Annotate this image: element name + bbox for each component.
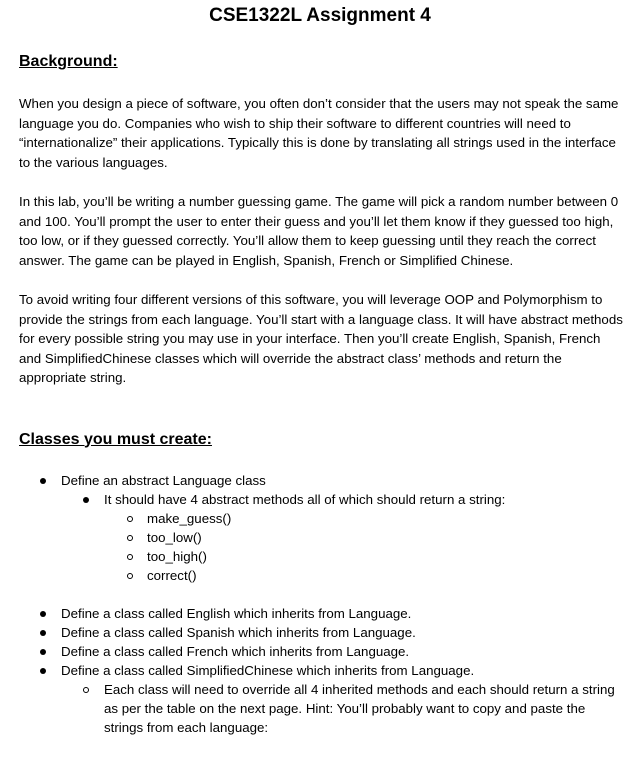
list-item-text: Define a class called Spanish which inherits from Language. [61, 624, 416, 640]
list-item-text: Each class will need to override all 4 inherited methods and each should return a string as per the table on the next page. Hint: You’ll probably want to copy and paste the strings from each language: [104, 681, 615, 735]
list-item [19, 642, 625, 661]
method-name: too_low() [147, 529, 202, 545]
bullet-circle-icon [127, 516, 133, 522]
list-item-text: Define a class called English which inherits from Language. [61, 605, 412, 621]
list-item [61, 490, 625, 509]
background-paragraph-3: To avoid writing four different versions of this software, you will leverage OOP and Polymorphism to provide the strings from each language. You’ll start with a language class. It will have abstract methods for every possible string you may use in your interface. Then you’ll create English, Spanish, French and SimplifiedChinese classes which will override the abstract class’ methods and return the appropriate string. [19, 292, 623, 385]
bullet-circle-icon [127, 573, 133, 579]
classes-heading: Classes you must create: [19, 430, 212, 448]
method-name: make_guess() [147, 510, 232, 526]
list-item [19, 661, 625, 680]
list-item [19, 471, 625, 490]
list-item-text: Define a class called French which inherits from Language. [61, 643, 410, 659]
method-item [104, 566, 625, 585]
background-paragraph-2: In this lab, you’ll be writing a number guessing game. The game will pick a random number between 0 and 100. You’ll prompt the user to enter their guess and you’ll let them know if they guessed too high, too low, or if they guessed correctly. You’ll allow them to keep guessing until they reach the correct answer. The game can be played in English, Spanish, French or Simplified Chinese. [19, 194, 619, 268]
list-item-text: It should have 4 abstract methods all of which should return a string: [104, 491, 506, 507]
method-item [104, 509, 625, 528]
bullet-dot-icon [83, 497, 89, 503]
list-item [61, 680, 625, 737]
method-item [104, 528, 625, 547]
method-item [104, 547, 625, 566]
bullet-dot-icon [40, 611, 46, 617]
list-item [19, 623, 625, 642]
bullet-dot-icon [40, 478, 46, 484]
list-item-text: Define an abstract Language class [61, 472, 266, 488]
document-page [0, 5, 643, 760]
list-item-text: Define a class called SimplifiedChinese which inherits from Language. [61, 662, 475, 678]
background-heading: Background: [19, 53, 118, 70]
bullet-circle-icon [127, 535, 133, 541]
language-class-list [19, 471, 625, 585]
list-item [19, 604, 625, 623]
subclass-list [19, 604, 625, 737]
bullet-dot-icon [40, 668, 46, 674]
bullet-dot-icon [40, 630, 46, 636]
bullet-circle-icon [83, 687, 89, 693]
background-paragraph-1: When you design a piece of software, you often don’t consider that the users may not speak the same language you do. Companies who wish to ship their software to different countries will need to “internationalize” their applications. Typically this is done by translating all strings used in the interface to the various languages. [19, 96, 619, 170]
method-name: correct() [147, 567, 197, 583]
method-name: too_high() [147, 548, 207, 564]
bullet-circle-icon [127, 554, 133, 560]
bullet-dot-icon [40, 649, 46, 655]
document-title: CSE1322L Assignment 4 [209, 5, 431, 26]
